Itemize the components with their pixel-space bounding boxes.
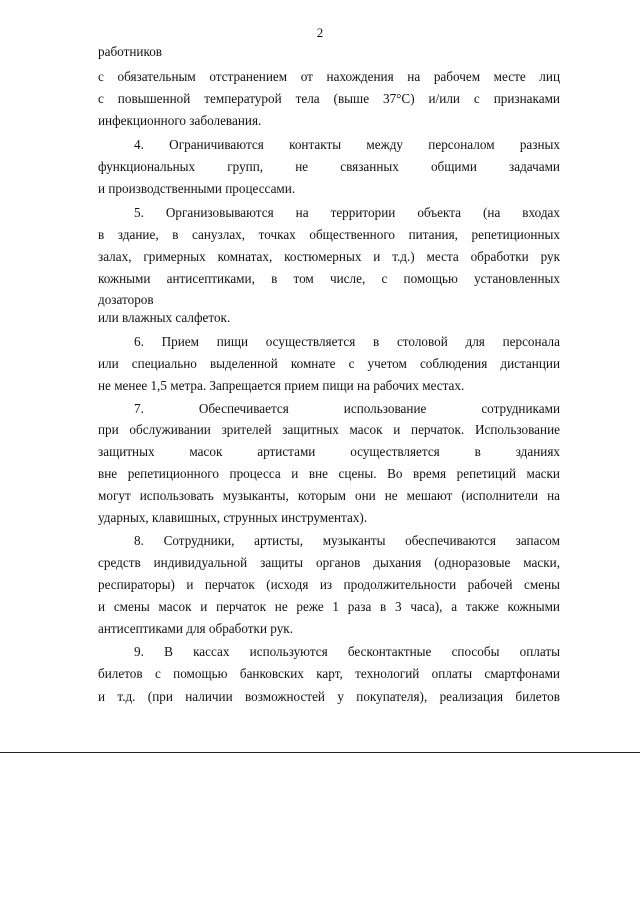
text-line: инфекционного заболевания. [98,113,262,128]
text-line: респираторы) и перчаток (исходя из продолжительности рабочей смены [98,577,560,592]
paragraph-8-first-line: 8. Сотрудники, артисты, музыканты обеспечиваются запасом [134,533,560,548]
text-line: с повышенной температурой тела (выше 37°С) и/или с признаками [98,91,560,106]
text-line: дозаторов [98,292,154,307]
paragraph-4-first-line: 4. Ограничиваются контакты между персоналом разных [134,137,560,152]
text-line: вне репетиционного процесса и вне сцены. Во время репетиций маски [98,466,560,481]
text-line: залах, гримерных комнатах, костюмерных и т.д.) места обработки рук [98,249,560,264]
page-number: 2 [316,25,324,40]
text-line: и т.д. (при наличии возможностей у покупателя), реализация билетов [98,689,560,704]
text-line: могут использовать музыканты, которым они не мешают (исполнители на [98,488,560,503]
text-line: функциональных групп, не связанных общими задачами [98,159,560,174]
text-line: работников [98,44,163,59]
paragraph-5-first-line: 5. Организовываются на территории объекта (на входах [134,205,560,220]
paragraph-6-first-line: 6. Прием пищи осуществляется в столовой для персонала [134,334,560,349]
paragraph-7-first-line: 7. Обеспечивается использование сотрудниками [134,401,560,416]
text-line: кожными антисептиками, в том числе, с помощью установленных [98,271,560,286]
page-bottom-rule [0,752,640,753]
text-line: ударных, клавишных, струнных инструментах). [98,510,368,525]
text-line: и смены масок и перчаток не реже 1 раза в 3 часа), а также кожными [98,599,560,614]
text-line: билетов с помощью банковских карт, технологий оплаты смартфонами [98,666,560,681]
text-line: или специально выделенной комнате с учетом соблюдения дистанции [98,356,560,371]
text-line: и производственными процессами. [98,181,296,196]
text-line: или влажных салфеток. [98,310,231,325]
text-line: не менее 1,5 метра. Запрещается прием пищи на рабочих местах. [98,378,465,393]
text-line: защитных масок артистами осуществляется в зданиях [98,444,560,459]
text-line: антисептиками для обработки рук. [98,621,294,636]
paragraph-9-first-line: 9. В кассах используются бесконтактные способы оплаты [134,644,560,659]
text-line: средств индивидуальной защиты органов дыхания (одноразовые маски, [98,555,560,570]
text-line: при обслуживании зрителей защитных масок и перчаток. Использование [98,422,560,437]
text-line: в здание, в санузлах, точках общественного питания, репетиционных [98,227,560,242]
text-line: с обязательным отстранением от нахождения на рабочем месте лиц [98,69,560,84]
